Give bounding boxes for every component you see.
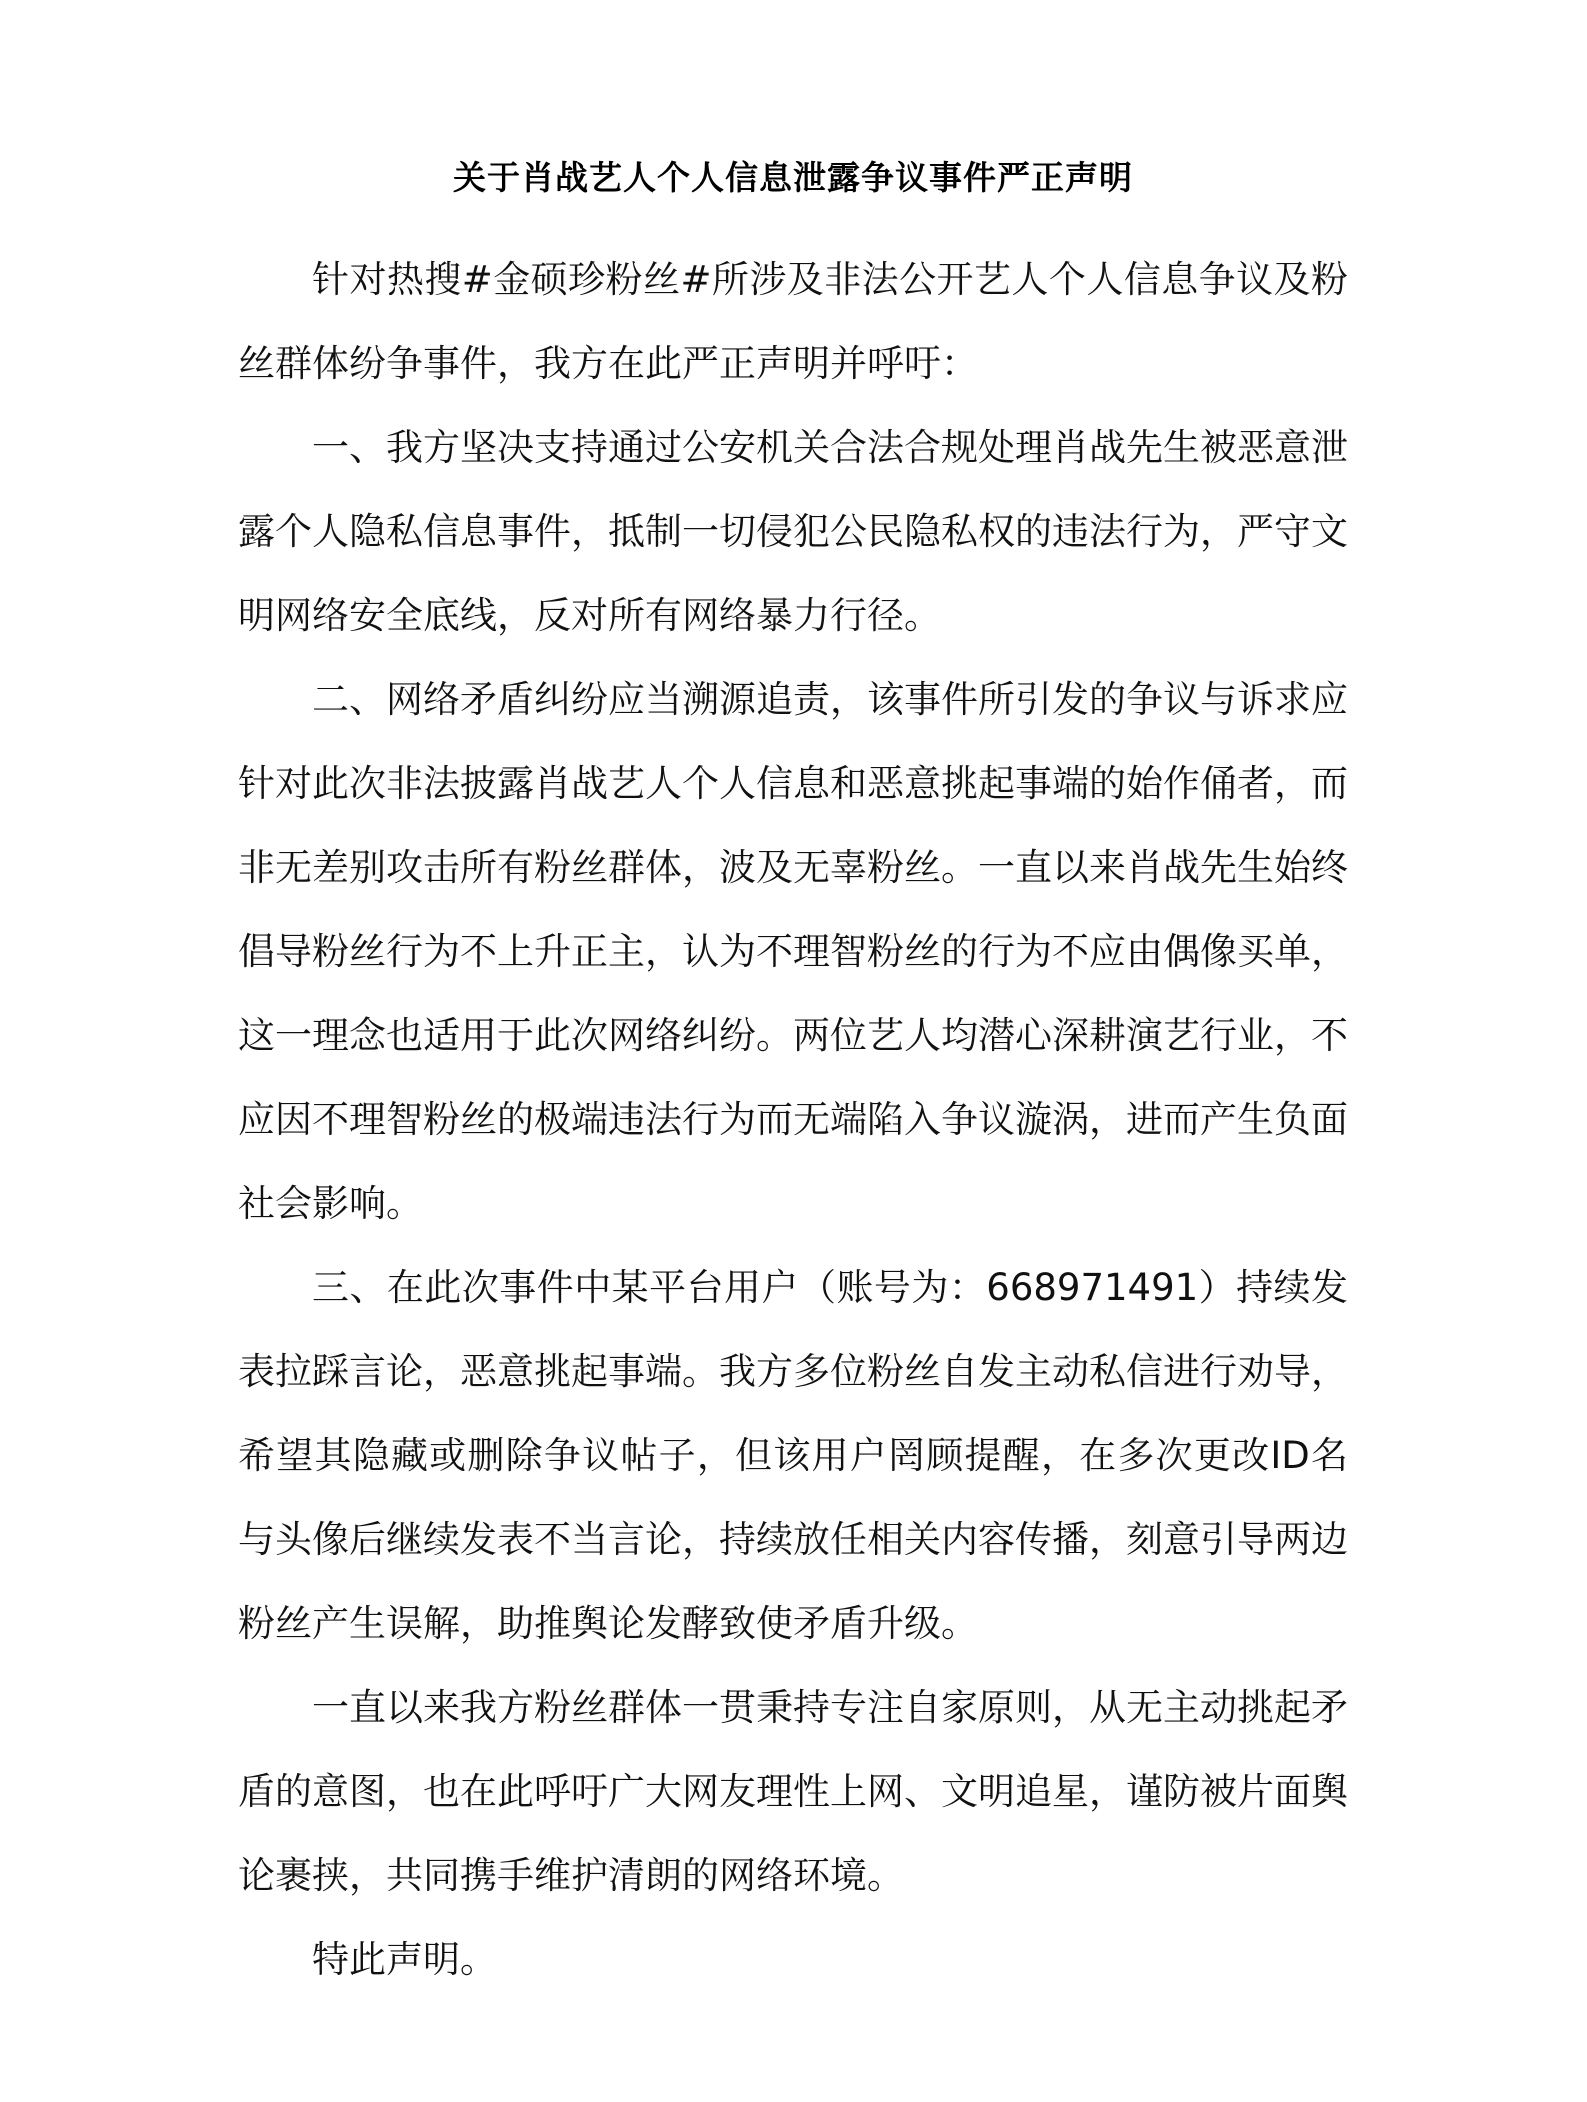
paragraph-point-one: 一、我方坚决支持通过公安机关合法合规处理肖战先生被恶意泄露个人隐私信息事件，抵制一切侵犯公民隐私权的违法行为，严守文明网络安全底线，反对所有网络暴力行径。: [238, 426, 1348, 637]
paragraph-sign-off: 特此声明。: [312, 1938, 497, 1981]
paragraph-point-three: 三、在此次事件中某平台用户（账号为：668971491）持续发表拉踩言论，恶意挑起事端。我方多位粉丝自发主动私信进行劝导，希望其隐藏或删除争议帖子，但该用户罔顾提醒，在多次更改ID名与头像后继续发表不当言论，持续放任相关内容传播，刻意引导两边粉丝产生误解，助推舆论发酵致使矛盾升级。: [238, 1266, 1348, 1645]
paragraph-closing-appeal: 一直以来我方粉丝群体一贯秉持专注自家原则，从无主动挑起矛盾的意图，也在此呼吁广大网友理性上网、文明追星，谨防被片面舆论裹挟，共同携手维护清朗的网络环境。: [238, 1686, 1348, 1897]
paragraph-point-two: 二、网络矛盾纠纷应当溯源追责，该事件所引发的争议与诉求应针对此次非法披露肖战艺人个人信息和恶意挑起事端的始作俑者，而非无差别攻击所有粉丝群体，波及无辜粉丝。一直以来肖战先生始终倡导粉丝行为不上升正主，认为不理智粉丝的行为不应由偶像买单，这一理念也适用于此次网络纠纷。两位艺人均潜心深耕演艺行业，不应因不理智粉丝的极端违法行为而无端陷入争议漩涡，进而产生负面社会影响。: [238, 678, 1348, 1225]
paragraph-intro: 针对热搜#金硕珍粉丝#所涉及非法公开艺人个人信息争议及粉丝群体纷争事件，我方在此严正声明并呼吁：: [238, 258, 1348, 385]
statement-document: [238, 148, 1348, 2002]
document-title: 关于肖战艺人个人信息泄露争议事件严正声明: [453, 158, 1133, 197]
